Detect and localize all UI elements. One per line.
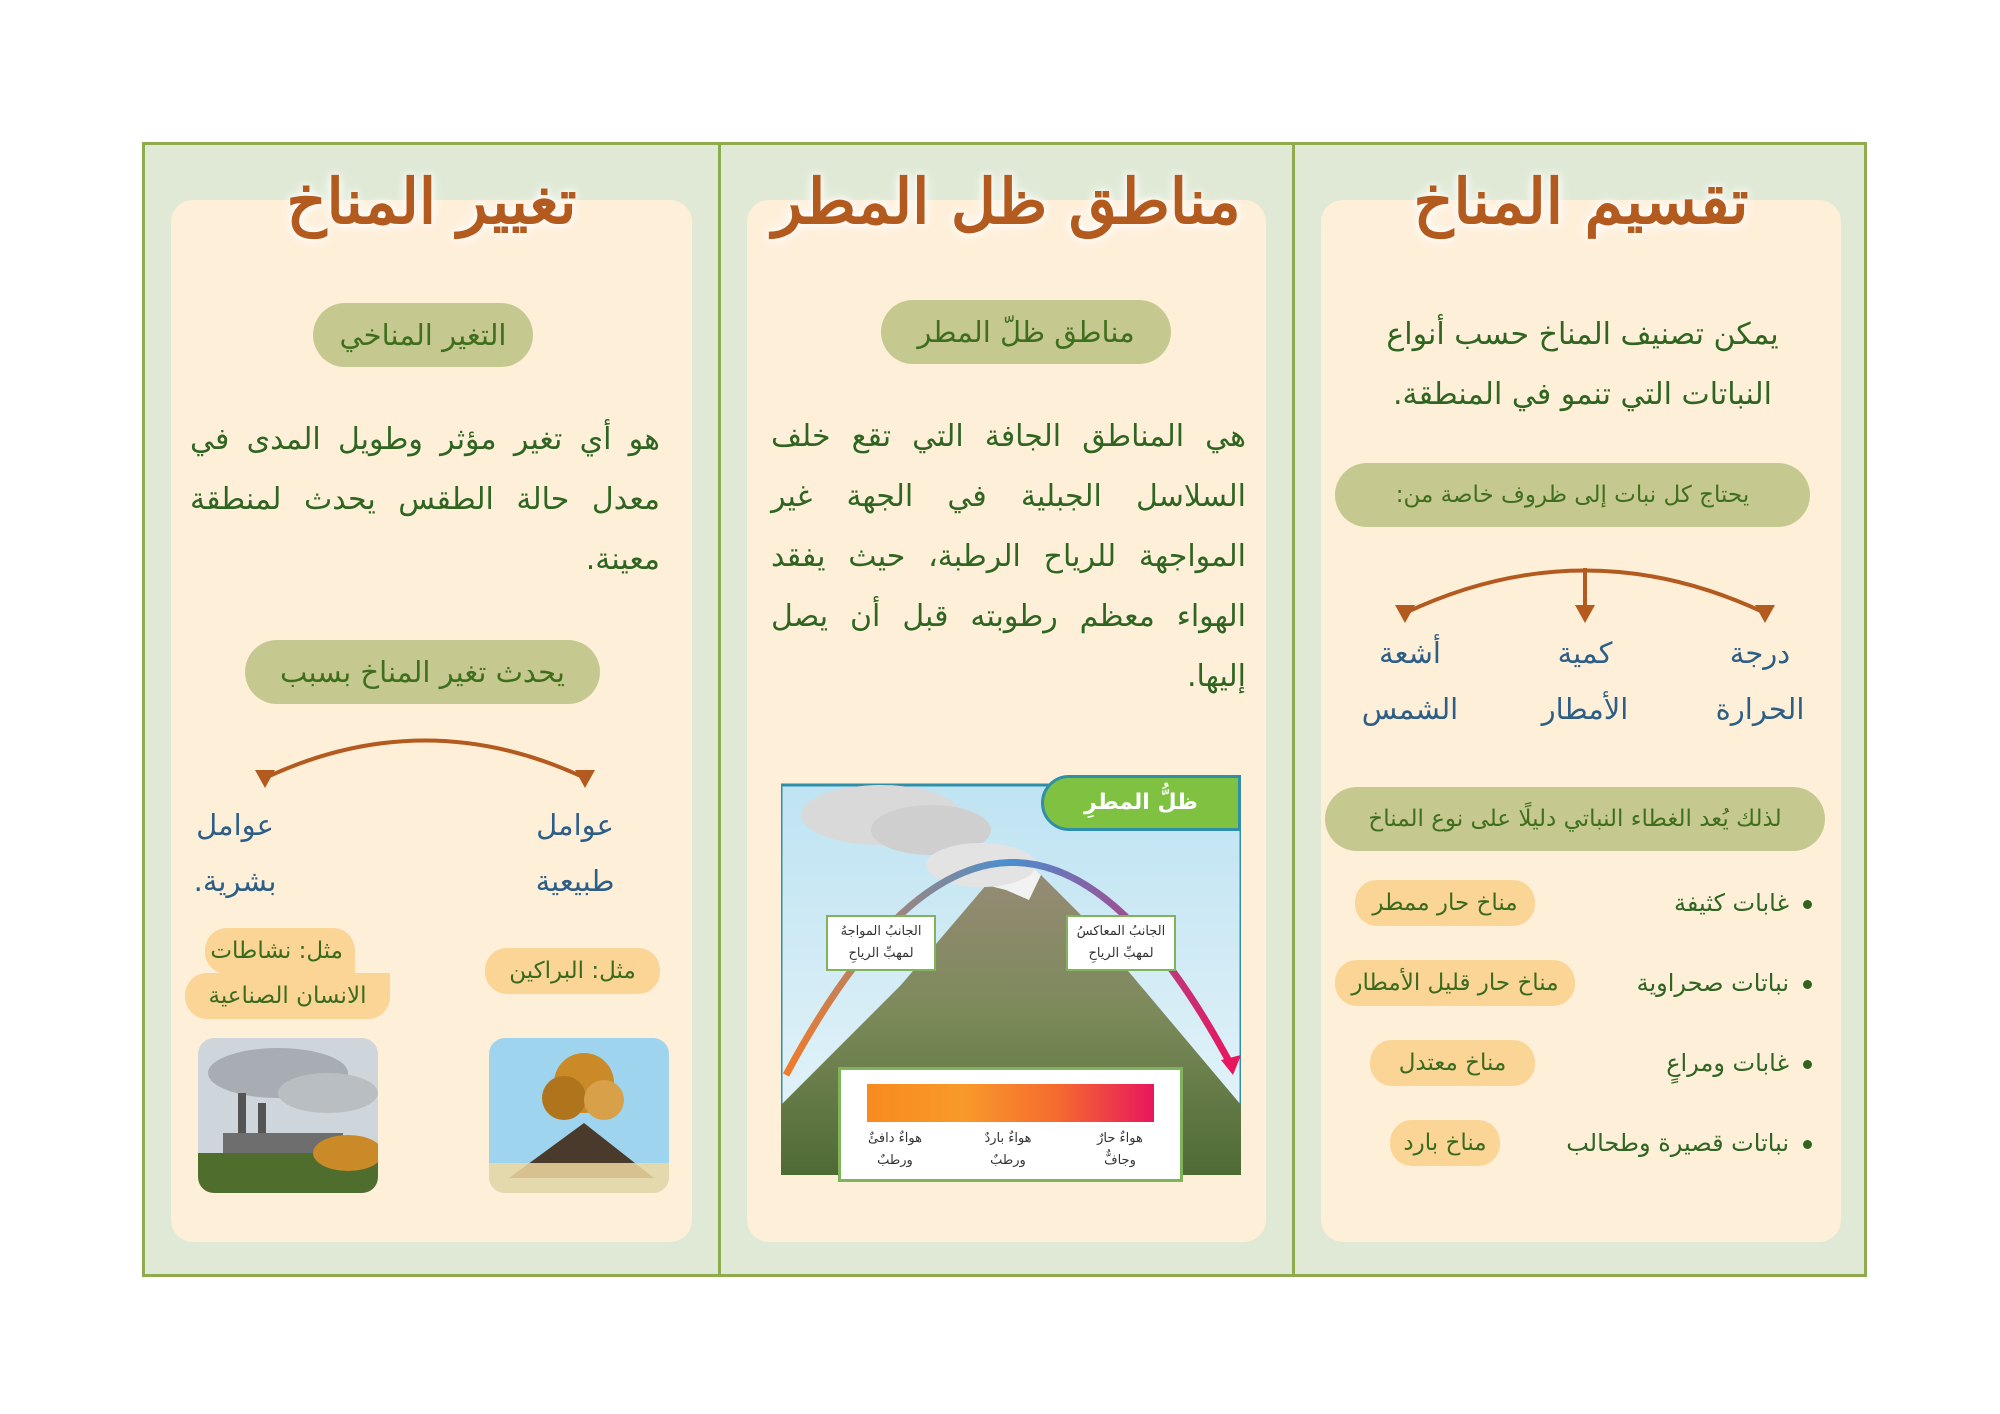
intro-text: يمكن تصنيف المناخ حسب أنواع النباتات التي تنمو في المنطقة. <box>1386 317 1779 412</box>
vegetation-item: نباتات صحراوية <box>1637 960 1812 1006</box>
definition-text: هي المناطق الجافة التي تقع خلف السلاسل الجبلية في الجهة غير المواجهة للرياح الرطبة، حيث يفقد الهواء معظم رطوبته قبل أن يصل إليها. <box>771 419 1246 694</box>
human-example-tag: مثل: نشاطات <box>205 928 355 974</box>
natural-factors: عوامل طبيعية <box>535 808 615 898</box>
rain-shadow-diagram <box>781 775 1241 1175</box>
factor-temperature: درجة الحرارة <box>1715 636 1805 726</box>
legend-label: هواءٌ حارٌ وجافٌّ <box>1097 1131 1143 1168</box>
human-factors: عوامل بشرية. <box>193 808 277 898</box>
bullet-icon <box>1803 900 1812 909</box>
panel-title: مناطق ظل المطر <box>772 165 1241 238</box>
vegetation-item: نباتات قصيرة وطحالب <box>1566 1120 1812 1166</box>
bullet-icon <box>1803 1140 1812 1149</box>
panel-rain-shadow <box>718 145 1292 1274</box>
needs-pill: يحتاج كل نبات إلى ظروف خاصة من: <box>1335 463 1810 527</box>
diagram-title: ظلُّ المطرِ <box>1041 775 1241 831</box>
volcano-photo <box>489 1038 669 1193</box>
windward-label: الجانبُ المواجهُ لمهبِّ الرياحِ <box>826 915 936 971</box>
definition-text: هو أي تغير مؤثر وطويل المدى في معدل حالة الطقس يحدث لمنطقة معينة. <box>190 422 660 577</box>
rain-shadow-pill: مناطق ظلّ المطر <box>881 300 1171 364</box>
brochure <box>142 142 1867 1277</box>
legend-label: هواءٌ باردٌ ورطبٌ <box>984 1131 1032 1168</box>
causes-arrows <box>245 723 605 793</box>
factory-photo <box>198 1038 378 1193</box>
factors-arrows <box>1375 543 1795 633</box>
factor-sunlight: أشعة الشمس <box>1361 636 1459 726</box>
legend-gradient-bar <box>867 1084 1154 1122</box>
panel-title: تغيير المناخ <box>286 165 577 238</box>
factor-rainfall: كمية الأمطار <box>1541 636 1629 726</box>
leeward-label: الجانبُ المعاكسُ لمهبِّ الرياحِ <box>1066 915 1176 971</box>
climate-tag: مناخ بارد <box>1390 1120 1500 1166</box>
bullet-icon <box>1803 1060 1812 1069</box>
climate-tag: مناخ حار ممطر <box>1355 880 1535 926</box>
panel-climate-change <box>145 145 718 1274</box>
panel-title: تقسيم المناخ <box>1413 165 1749 238</box>
temperature-legend <box>838 1067 1183 1182</box>
cause-pill: يحدث تغير المناخ بسبب <box>245 640 600 704</box>
human-example-tag-line2: الانسان الصناعية <box>185 973 390 1019</box>
vegetation-item: غابات كثيفة <box>1674 880 1812 926</box>
bullet-icon <box>1803 980 1812 989</box>
legend-label: هواءٌ دافئٌ ورطبٌ <box>868 1131 922 1168</box>
conclusion-pill: لذلك يُعد الغطاء النباتي دليلًا على نوع المناخ <box>1325 787 1825 851</box>
panel-climate-classification <box>1292 145 1867 1274</box>
natural-example-tag: مثل: البراكين <box>485 948 660 994</box>
climate-change-pill: التغير المناخي <box>313 303 533 367</box>
climate-tag: مناخ معتدل <box>1370 1040 1535 1086</box>
vegetation-item: غابات ومراعٍ <box>1666 1040 1812 1086</box>
climate-tag: مناخ حار قليل الأمطار <box>1335 960 1575 1006</box>
